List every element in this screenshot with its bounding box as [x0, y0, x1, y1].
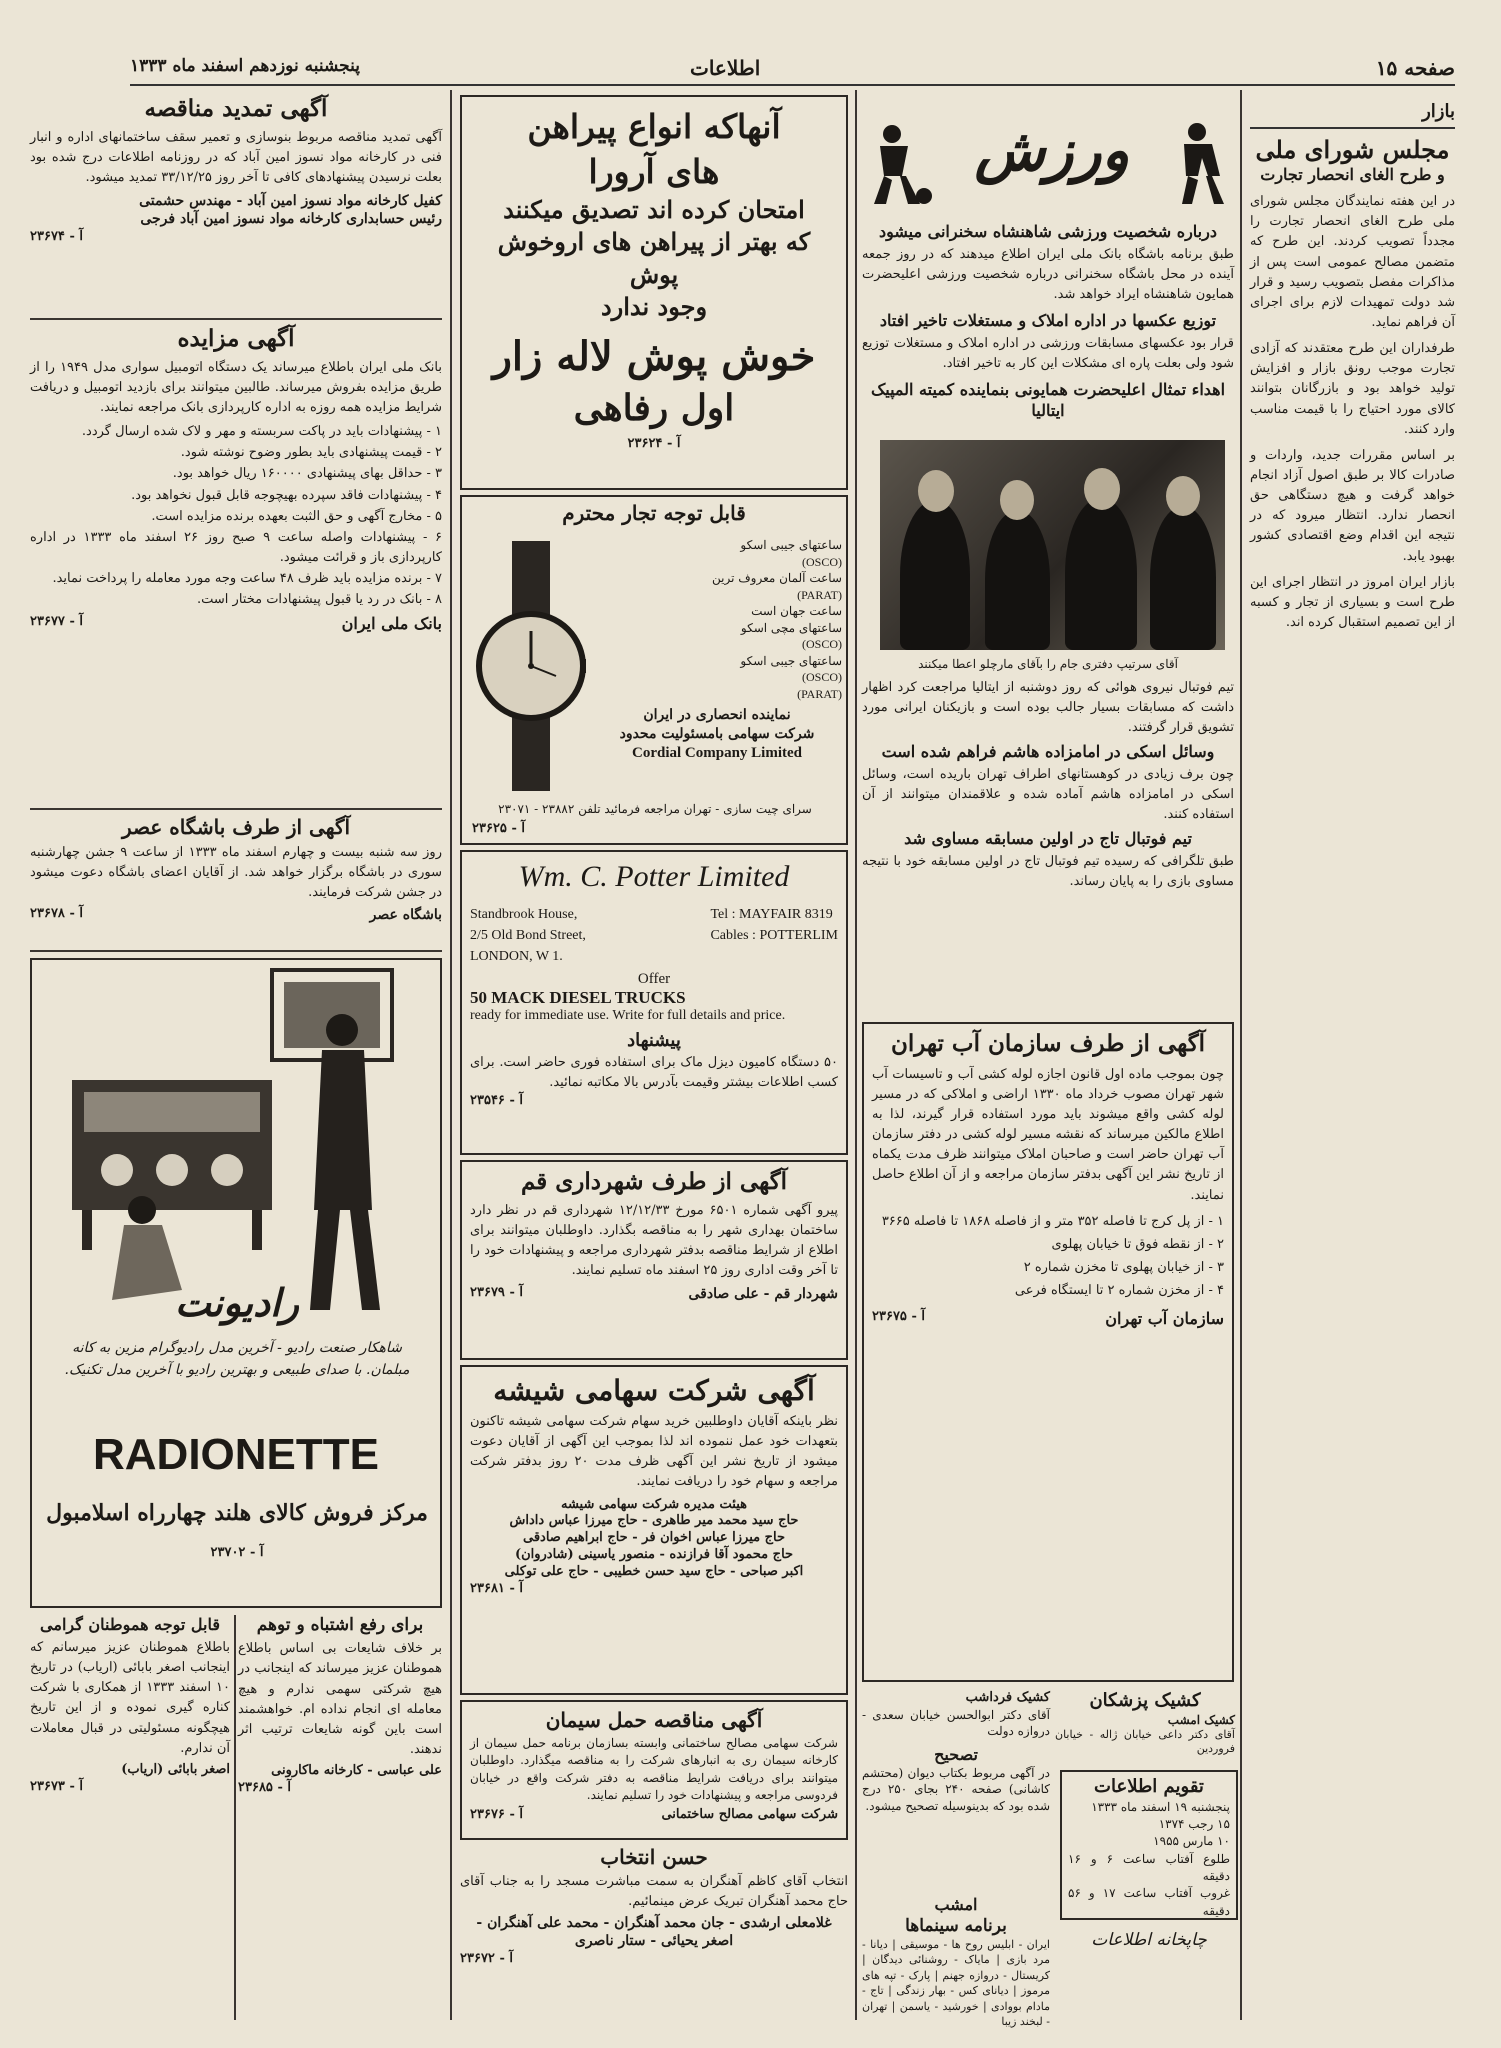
section-label: بازار: [1422, 101, 1455, 122]
doctors-line: آقای دکتر ابوالحسن خیابان سعدی - دروازه دولت: [862, 1707, 1050, 1739]
ad-code: آ - ۲۳۶۷۷: [30, 614, 83, 630]
calendar-line: ۱۰ مارس ۱۹۵۵: [1153, 1834, 1230, 1849]
shirt-ad-line: وجود ندارد: [600, 292, 708, 322]
cinemas: [862, 1895, 1050, 2028]
ad-code: آ - ۲۳۶۷۸: [30, 906, 83, 922]
water-ad-item: ۳ - از خیابان پهلوی تا مخزن شماره ۲: [1023, 1260, 1224, 1276]
calendar-box: [1060, 1770, 1238, 1920]
ad-code: آ - ۲۳۶۲۵: [472, 821, 525, 836]
ad-code: آ - ۲۳۶۷۴: [30, 228, 83, 244]
tender-ad-sign: رئیس حسابداری کارخانه مواد نسوز امین آباد فرجی: [140, 211, 442, 228]
cinemas-title: برنامه سینماها: [905, 1915, 1007, 1936]
calendar-line: پنجشنبه ۱۹ اسفند ماه ۱۳۳۳: [1091, 1799, 1230, 1814]
article-headline: مجلس شورای ملی: [1255, 135, 1450, 165]
compatriots-notice: [30, 1615, 230, 2020]
watch-ad-line: (OSCO): [801, 637, 842, 652]
potter-ready: ready for immediate use. Write for full details and price.: [470, 1008, 786, 1023]
sport-title: ورزش: [974, 116, 1130, 184]
sport-headline: اهداء تمثال اعلیحضرت همایونی بنماینده کمیته المپیک ایتالیا: [870, 380, 1226, 421]
doctors-line: آقای دکتر داعی خیابان ژاله - خیابان فروردین: [1055, 1728, 1235, 1756]
photo-face: [1000, 480, 1034, 520]
glass-ad-body: نظر باینکه آقایان داوطلبین خرید سهام شرکت سهامی شیشه تاکنون بتعهدات خود عمل ننموده اند لذا بموجب این آگهی از آقایان دعوت میشود از تاریخ نشر این آگهی ظرف مدت ۲۰ روز بدفتر شرکت مراجعه و سهام خود را دریافت نمایند.: [470, 1414, 838, 1490]
sport-articles-cont: [862, 655, 1234, 1015]
doctors-subtitle: کشیک امشب: [1167, 1712, 1235, 1727]
wristwatch-icon: [476, 541, 586, 791]
watch-ad-line: ساعت جهان است: [751, 604, 842, 619]
masthead: [130, 50, 1455, 86]
auction-ad-title: آگهی مزایده: [177, 325, 295, 352]
article-paragraph: بازار ایران امروز در انتظار اجرای این طرح است و بسیاری از تجار و کسبه از این تصمیم استقبال کرده اند.: [1250, 574, 1455, 630]
calendar-line: طلوع آفتاب ساعت ۶ و ۱۶ دقیقه: [1068, 1851, 1230, 1884]
selection-title: حسن انتخاب: [600, 1845, 708, 1869]
club-ad-title: آگهی از طرف باشگاه عصر: [121, 815, 351, 839]
ad-code: آ - ۲۳۶۷۶: [470, 1806, 523, 1822]
photo-figure: [1150, 506, 1216, 650]
radiogram-illustration-icon: [32, 960, 440, 1320]
photo-figure: [900, 500, 970, 650]
tender-ad-title: آگهی تمدید مناقصه: [144, 95, 328, 122]
photo-face: [1084, 468, 1120, 510]
auction-ad-item: ۱ - پیشنهادات باید در پاکت سربسته و مهر و لاک شده ارسال گردد.: [81, 424, 442, 440]
article-subheadline: و طرح الغای انحصار تجارت: [1260, 165, 1445, 185]
club-ad-body: روز سه شنبه بیست و چهارم اسفند ماه ۱۳۳۳ از ساعت ۹ جشن چهارشنبه سوری در باشگاه برگزار خواهد شد. از آقایان اعضای باشگاه دعوت میشود در جشن شرکت فرمایند.: [30, 845, 442, 901]
auction-ad: [30, 325, 442, 800]
water-ad-body: چون بموجب ماده اول قانون اجازه لوله کشی آب و تاسیسات آب شهر تهران مصوب خرداد ماه ۱۳۳۰ اراضی و املاکی که در مسیر لوله کشی واقع میشوند باید مورد استفاده قرار گیرند، لذا به اطلاع مالکین میرساند که نقشه مسیر لوله کشی در دفتر سازمان آب تهران حاضر است و صاحبان املاک میتوانند ظرف مدت یکماه از تاریخ نشر این آگهی بدفتر سازمان مراجعه و از آن اطلاع حاصل نمایند.: [872, 1066, 1224, 1203]
calendar-line: ۱۵ رجب ۱۳۷۴: [1158, 1816, 1230, 1831]
ad-code: آ - ۲۳۶۸۵: [238, 1779, 291, 1795]
potter-address-line: Standbrook House,: [470, 907, 578, 922]
radio-ad-text: شاهکار صنعت رادیو - آخرین مدل رادیوگرام مزین به کانه مبلمان. با صدای طبیعی و بهترین رادیو با آخرین مدل تکنیک.: [64, 1340, 410, 1378]
watch-ad-agent: شرکت سهامی بامسئولیت محدود: [619, 725, 815, 742]
shirt-ad: [460, 95, 848, 490]
potter-address-line: LONDON, W 1.: [470, 949, 563, 964]
issue-date: پنجشنبه نوزدهم اسفند ماه ۱۳۳۳: [130, 56, 360, 76]
sport-paragraph: تیم فوتبال نیروی هوائی که روز دوشنبه از ایتالیا مراجعت کرد اظهار داشت که مسابقات بسیار جالب بوده است و بازیکنان ایرانی مورد تشویق قرار گرفتند.: [862, 679, 1234, 735]
watch-ad-line: (OSCO): [801, 670, 842, 685]
ad-code: آ - ۲۳۵۴۶: [470, 1092, 523, 1108]
column-rule: [234, 1615, 236, 2020]
correction-title: تصحیح: [934, 1745, 978, 1765]
glass-ad-board: حاج سید محمد میر طاهری - حاج میرزا عباس داداش: [509, 1513, 799, 1529]
potter-cables: Cables : POTTERLIM: [710, 928, 838, 943]
watch-ad-line: ساعتهای مچی اسکو: [740, 620, 842, 635]
club-ad-sign: باشگاه عصر: [369, 907, 442, 924]
article-paragraph: طرفداران این طرح معتقدند که آزادی تجارت موجب رونق بازار و افزایش تولید خواهد بود و بازرگانان بتوانند کالای مورد احتیاج را با قیمت مناسب وارد کنند.: [1250, 341, 1455, 437]
radio-ad-logo: رادیونت: [175, 1280, 299, 1325]
sport-paragraph: طبق برنامه باشگاه بانک ملی ایران اطلاع میدهند که در روز جمعه آینده در محل باشگاه سخنرانی درباره شخصیت ورزشی اعلیحضرت همایون شاهنشاه ایراد خواهد شد.: [862, 246, 1234, 303]
photo-face: [1166, 476, 1200, 516]
printing-house: چاپخانه اطلاعات: [1091, 1930, 1207, 1950]
shirt-ad-store: خوش پوش لاله زار: [492, 332, 816, 380]
tender-ad-body: آگهی تمدید مناقصه مربوط بنوسازی و تعمیر سقف ساختمانهای اداره و انبار فنی در کارخانه مواد نسوز امین آباد که در روزنامه اطلاعات درج شده بود بعلت نرسیدن پیشنهادهای کافی تا آخر روز ۳۳/۱۲/۲۵ تمدید میشود.: [30, 129, 442, 186]
water-ad-item: ۲ - از نقطه فوق تا خیابان پهلوی: [1051, 1236, 1224, 1252]
potter-fa-body: ۵۰ دستگاه کامیون دیزل ماک برای استفاده فوری حاضر است. برای کسب اطلاعات بیشتر وقیمت بآدرس بالا مکاتبه نمائید.: [470, 1054, 838, 1090]
watch-ad-line: ساعتهای جیبی اسکو: [740, 653, 842, 668]
cement-ad-title: آگهی مناقصه حمل سیمان: [545, 1708, 763, 1732]
watch-ad-line: (PARAT): [797, 686, 842, 701]
water-ad: [862, 1022, 1234, 1682]
potter-trucks: 50 MACK DIESEL TRUCKS: [470, 988, 686, 1007]
column-rule: [450, 90, 452, 2020]
glass-ad-board: حاج میرزا عباس اخوان فر - حاج ابراهیم صادقی: [522, 1530, 786, 1546]
sport-headline: درباره شخصیت ورزشی شاهنشاه سخنرانی میشود: [879, 222, 1217, 241]
newspaper-name: اطلاعات: [690, 56, 761, 80]
compatriots-notice-body: باطلاع هموطنان عزیز میرسانم که اینجانب اصغر بابائی (اریاب) در تاریخ ۱۰ اسفند ۱۳۳۳ از همکاری با شرکت کناره گیری نموده و از این تاریخ هیچگونه مسئولیتی در قبال معاملات آن ندارم.: [30, 1640, 230, 1756]
glass-ad-board: اکبر صباحی - حاج سید حسن خطیبی - حاج علی توکلی: [504, 1564, 804, 1580]
watch-ad-line: ساعتهای جیبی اسکو: [740, 538, 842, 552]
news-photo: [880, 440, 1225, 650]
tender-extension-ad: [30, 95, 442, 310]
doubt-notice-title: برای رفع اشتباه و توهم: [256, 1615, 424, 1635]
doctors-on-call: [1055, 1690, 1235, 1765]
shirt-ad-line: امتحان کرده اند تصدیق میکنند: [503, 195, 805, 225]
ad-code: آ - ۲۳۶۸۱: [470, 1581, 523, 1597]
photo-caption: آقای سرتیپ دفتری جام را بآقای مارچلو اعطا میکنند: [918, 657, 1178, 671]
ad-code: آ - ۲۳۶۷۳: [30, 1778, 83, 1794]
glass-ad: [460, 1365, 848, 1695]
watch-ad-company: Cordial Company Limited: [631, 744, 802, 761]
watch-ad-agent: نماینده انحصاری در ایران: [643, 707, 791, 724]
divider: [30, 950, 442, 952]
auction-ad-sign: بانک ملی ایران: [341, 614, 442, 634]
cinemas-list: ایران - ابلیس روح ها - موسیقی | دیانا - مرد بازی | مایاک - روشنائی دیدگان | کریستال - دروازه جهنم | پارک - تپه های مرموز | دیانای کس - بهار زندگی | تاج - مادام بووادی | خورشید - یاسمن | تهران - لبخند زیبا: [862, 1938, 1050, 2028]
water-ad-item: ۱ - از پل کرج تا فاصله ۳۵۲ متر و از فاصله ۱۸۶۸ تا فاصله ۳۶۶۵: [881, 1213, 1224, 1229]
glass-ad-title: آگهی شرکت سهامی شیشه: [493, 1374, 815, 1407]
photo-figure: [985, 510, 1050, 650]
sport-paragraph: طبق تلگرافی که رسیده تیم فوتبال تاج در اولین مسابقه خود با نتیجه مساوی بازی را به پایان رساند.: [862, 854, 1234, 890]
radio-ad-store: مرکز فروش کالای هلند چهارراه اسلامبول: [46, 1500, 428, 1526]
market-column: [1250, 100, 1455, 1710]
potter-fa-title: پیشنهاد: [627, 1030, 681, 1051]
page-number: صفحه ۱۵: [1375, 56, 1455, 80]
doubt-notice: [238, 1615, 442, 2020]
doctors-on-call-2: [862, 1690, 1050, 1890]
doctors-title: کشیک پزشکان: [1089, 1690, 1201, 1711]
qom-ad: [460, 1160, 848, 1360]
radio-ad: [30, 958, 442, 1608]
auction-ad-item: ۳ - حداقل بهای پیشنهادی ۱۶۰۰۰۰ ریال خواهد بود.: [172, 466, 442, 482]
divider: [30, 808, 442, 810]
sport-headline: توزیع عکسها در اداره املاک و مستغلات تاخیر افتاد: [879, 311, 1217, 331]
water-ad-sign: سازمان آب تهران: [1105, 1309, 1224, 1329]
watch-ad-line: ساعت آلمان معروف ترین: [711, 571, 842, 586]
glass-ad-board: حاج محمود آقا فرازنده - منصور یاسینی (شادروان): [514, 1547, 794, 1563]
sport-headline: وسائل اسکی در امامزاده هاشم فراهم شده است: [881, 742, 1215, 762]
qom-ad-sign: شهردار قم - علی صادقی: [688, 1286, 838, 1303]
selection-body: انتخاب آقای کاظم آهنگران به سمت مباشرت مسجد را به جناب آقای حاج محمد آهنگران تبریک عرض مینمائیم.: [460, 1874, 848, 1910]
cement-ad-body: شرکت سهامی مصالح ساختمانی وابسته بسازمان برنامه حمل سیمان از کارخانه سیمان ری به انبارهای شرکت را به مناقصه میگذارد. داوطلبان میتوانند برای دریافت شرایط مناقصه به دفتر شرکت واقع در خیابان فردوسی مراجعه و پیشنهادات خود را تسلیم نمایند.: [470, 1736, 838, 1803]
selection-names: غلامعلی ارشدی - جان محمد آهنگران - محمد علی آهنگران - اصغر یحیائی - ستار ناصری: [476, 1915, 832, 1950]
potter-address-line: 2/5 Old Bond Street,: [470, 928, 586, 943]
potter-ad: [460, 850, 848, 1155]
glass-ad-board: هیئت مدیره شرکت سهامی شیشه: [560, 1496, 747, 1512]
shirt-ad-line: های آرورا: [588, 151, 720, 191]
doubt-notice-sign: علی عباسی - کارخانه ماکارونی: [271, 1763, 442, 1779]
cement-ad-sign: شرکت سهامی مصالح ساختمانی: [661, 1806, 838, 1822]
divider: [30, 318, 442, 320]
selection-notice: [460, 1845, 848, 2020]
watch-ad-list: [592, 537, 842, 764]
potter-company-name: Wm. C. Potter Limited: [518, 860, 790, 893]
photo-figure: [1065, 498, 1137, 650]
auction-ad-item: ۶ - پیشنهادات واصله ساعت ۹ صبح روز ۲۶ اسفند ماه ۱۳۳۳ در اداره کارپردازی باز و قرائت میشود.: [30, 529, 442, 566]
calendar-line: غروب آفتاب ساعت ۱۷ و ۵۶ دقیقه: [1068, 1886, 1230, 1918]
article-paragraph: در این هفته نمایندگان مجلس شورای ملی طرح الغای انحصار تجارت را مجدداً تصویب کردند. این طرح که متضمن مصالح عمومی است پس از مذاکرات مفصل بتصویب رسید و قرار شد دولت تمهیدات لازم برای اجرای آن فراهم نماید.: [1250, 194, 1455, 331]
watch-ad: [460, 495, 848, 845]
qom-ad-body: پیرو آگهی شماره ۶۵۰۱ مورخ ۱۲/۱۲/۳۳ شهرداری قم در نظر دارد ساختمان بهداری شهر را به مناقصه بگذارد. داوطلبان میتوانند برای اطلاع از شرایط مناقصه بدفتر شهرداری مراجعه و پیشنهادات خود را تا آخر وقت اداری روز ۲۵ اسفند ماه تسلیم نمایند.: [470, 1202, 838, 1279]
auction-ad-item: ۵ - مخارج آگهی و حق الثبت بعهده برنده مزایده است.: [151, 508, 442, 524]
compatriots-notice-sign: اصغر بابائی (اریاب): [121, 1761, 230, 1777]
ad-code: آ - ۲۳۷۰۲: [210, 1545, 264, 1560]
club-ad: [30, 815, 442, 945]
photo-face: [918, 470, 954, 512]
cement-ad: [460, 1700, 848, 1840]
shirt-ad-store: اول رفاهی: [573, 386, 735, 429]
sport-paragraph: چون برف زیادی در کوهستانهای اطراف تهران باریده است، وسائل اسکی در امامزاده هاشم آماده شده و علاقمندان میتوانند از آن استفاده کنند.: [862, 766, 1234, 823]
watch-ad-line: (OSCO): [801, 554, 842, 569]
radio-ad-brand: RADIONETTE: [93, 1430, 379, 1479]
auction-ad-body: بانک ملی ایران باطلاع میرساند یک دستگاه اتومبیل سواری مدل ۱۹۴۹ را از طریق مزایده بفروش میرساند. طالبین میتوانند برای بازدید اتومبیل و دریافت شرایط مزایده همه روزه به اداره کارپردازی بانک مراجعه نمایند.: [30, 359, 442, 416]
auction-ad-item: ۴ - پیشنهادات فاقد سپرده بهیچوجه قابل قبول نخواهد بود.: [131, 487, 442, 503]
calendar-title: تقویم اطلاعات: [1094, 1776, 1204, 1797]
auction-ad-item: ۲ - قیمت پیشنهادی باید بطور وضوح نوشته شود.: [180, 445, 442, 461]
correction-body: در آگهی مربوط بکتاب دیوان (محتشم کاشانی) صفحه ۲۴۰ بجای ۲۵۰ درج شده بود که بدینوسیله تصحیح میشود.: [862, 1766, 1051, 1813]
water-ad-item: ۴ - از مخزن شماره ۲ تا ایستگاه فرعی: [1014, 1283, 1224, 1299]
doctors-subtitle: کشیک فرداشب: [965, 1690, 1050, 1705]
sport-headline: تیم فوتبال تاج در اولین مسابقه مساوی شد: [904, 829, 1192, 849]
compatriots-notice-title: قابل توجه هموطنان گرامی: [40, 1615, 220, 1634]
ad-code: آ - ۲۳۶۲۴: [627, 436, 681, 452]
doubt-notice-body: بر خلاف شایعات بی اساس باطلاع هموطنان عزیز میرساند که اینجانب در هیچ شرکتی سهمی ندارم و هیچ معامله ای انجام نداده ام. خواهشمند است باین گونه شایعات ترتیب اثر ندهند.: [238, 1641, 442, 1757]
potter-telephone: Tel : MAYFAIR 8319: [710, 907, 833, 922]
watch-ad-line: (PARAT): [797, 587, 842, 602]
tender-ad-sign: کفیل کارخانه مواد نسوز امین آباد - مهندس حشمتی: [139, 193, 442, 210]
auction-ad-item: ۸ - بانک در رد یا قبول پیشنهادات مختار است.: [197, 592, 442, 608]
watch-ad-title: قابل توجه تجار محترم: [562, 501, 746, 525]
sport-paragraph: قرار بود عکسهای مسابقات ورزشی در اداره املاک و مستغلات توزیع شود ولی بعلت پاره ای مشکلات این کار به تاخیر افتاد.: [862, 336, 1234, 372]
column-rule: [855, 90, 857, 2020]
ad-code: آ - ۲۳۶۷۲: [460, 1950, 513, 1966]
water-ad-title: آگهی از طرف سازمان آب تهران: [890, 1030, 1206, 1057]
article-paragraph: بر اساس مقررات جدید، واردات و صادرات کالا بر طبق اصول آزاد انجام خواهد گرفت و هیچ دستگاهی حق انحصار ندارد. انتظار میرود که در نتیجه این اقدام وضع اقتصادی کشور بهبود یابد.: [1250, 447, 1455, 564]
potter-offer: Offer: [637, 971, 671, 987]
ad-code: آ - ۲۳۶۷۵: [872, 1309, 925, 1325]
qom-ad-title: آگهی از طرف شهرداری قم: [520, 1168, 788, 1195]
watch-ad-address: سرای چیت سازی - تهران مراجعه فرمائید تلفن ۲۳۸۸۲ - ۲۳۰۷۱: [498, 802, 812, 816]
ad-code: آ - ۲۳۶۷۹: [470, 1285, 523, 1301]
sport-banner: [862, 110, 1232, 210]
auction-ad-item: ۷ - برنده مزایده باید ظرف ۴۸ ساعت وجه مورد معامله را پرداخت نماید.: [52, 571, 442, 587]
column-rule: [1240, 90, 1242, 2020]
cinemas-tonight: امشب: [934, 1895, 978, 1914]
shirt-ad-line: که بهتر از پیراهن های اروخوش پوش: [497, 227, 811, 289]
shirt-ad-line: آنهاکه انواع پیراهن: [527, 107, 781, 146]
